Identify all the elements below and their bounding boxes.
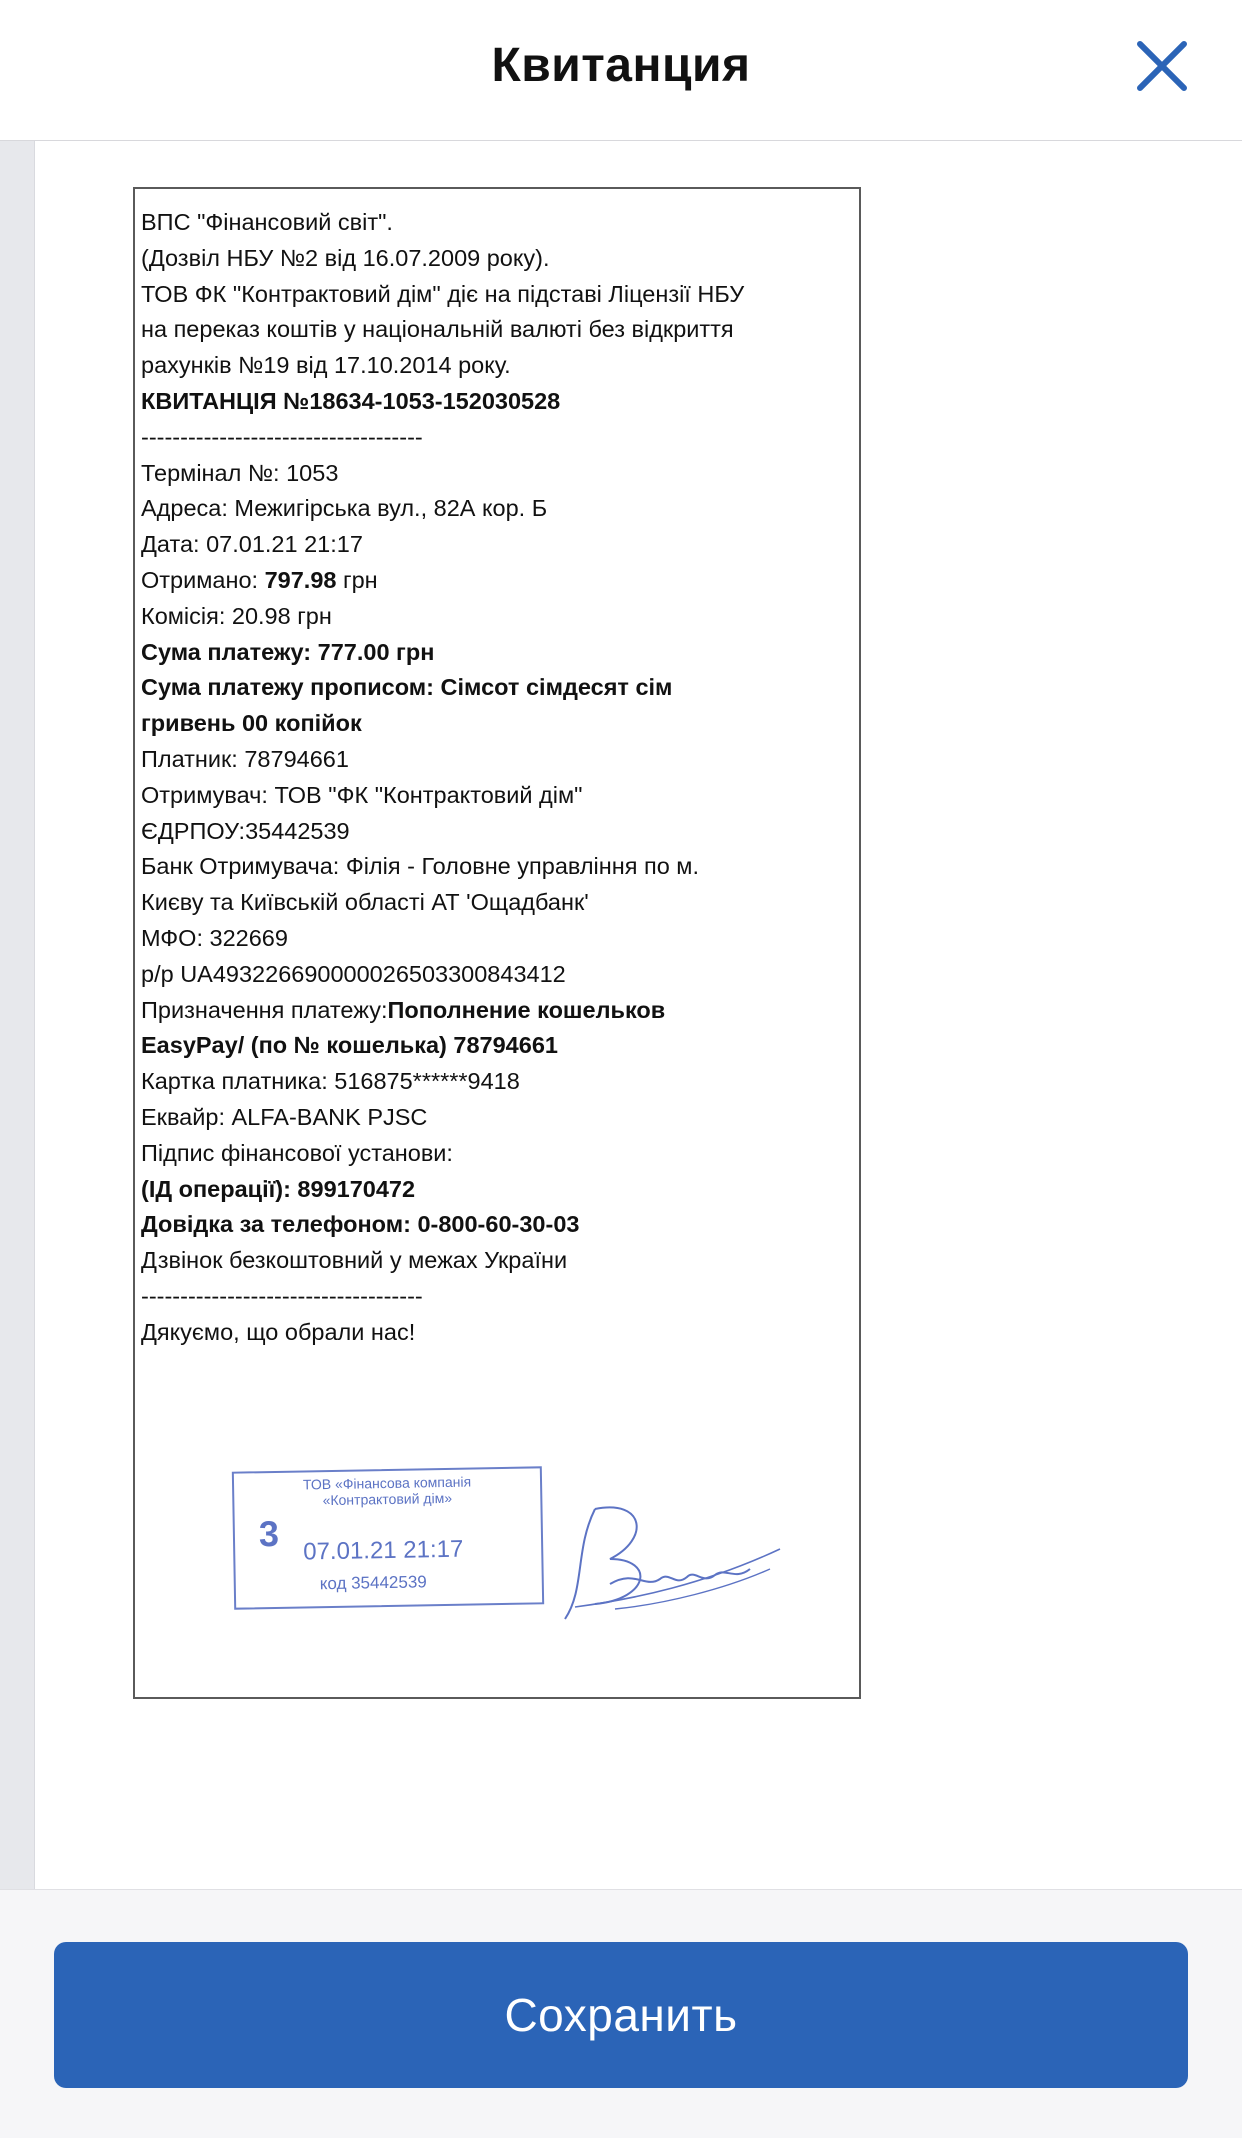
receipt-acquirer: Еквайр: ALFA-BANK PJSC: [141, 1103, 428, 1130]
receipt-card: Картка платника: 516875******9418: [141, 1068, 520, 1095]
receipt-mfo: МФО: 322669: [141, 924, 288, 951]
operation-id-text: (ІД операції): 899170472: [141, 1175, 416, 1202]
receipt-number: [141, 384, 856, 420]
receipt-thanks: Дякуємо, що обрали нас!: [141, 1318, 416, 1345]
payment-words-text-2: гривень 00 копійок: [141, 710, 362, 737]
purpose-value-1: Пополнение кошельков: [387, 996, 666, 1023]
header-bar: [0, 0, 1242, 141]
receipt-payment-words: [141, 670, 856, 706]
stamp-org-line: «Контрактовий дім»: [322, 1489, 453, 1509]
receipt-operation-id: [141, 1172, 856, 1208]
received-amount: 797.98: [264, 566, 337, 593]
receipt-free-call: Дзвінок безкоштовний у межах України: [141, 1247, 568, 1274]
purpose-label: Призначення платежу:: [141, 996, 388, 1023]
receipt-edrpou: ЄДРПОУ:35442539: [141, 817, 350, 844]
payment-words-text-1: Сума платежу прописом: Сімсот сімдесят сім: [141, 674, 673, 701]
receipt-number-text: КВИТАНЦІЯ №18634-1053-152030528: [141, 387, 561, 414]
purpose-value-2: EasyPay/ (по № кошелька) 78794661: [141, 1032, 558, 1059]
receipt-bank: Банк Отримувача: Філія - Головне управління по м.: [141, 853, 699, 880]
receipt-bank: Києву та Київській області АТ 'Ощадбанк': [141, 889, 589, 916]
receipt-line: на переказ коштів у національній валюті без відкриття: [141, 316, 734, 343]
receipt-viewer[interactable]: [0, 141, 1242, 1889]
stamp-datetime: 07.01.21 21:17: [302, 1535, 464, 1566]
receipt-recipient: Отримувач: ТОВ "ФК "Контрактовий дім": [141, 781, 583, 808]
receipt-date: Дата: 07.01.21 21:17: [141, 531, 363, 558]
receipt-payer: Платник: 78794661: [141, 745, 349, 772]
page-title: Квитанция: [491, 39, 751, 92]
company-stamp: [232, 1466, 544, 1609]
receipt-received: [141, 563, 856, 599]
receipt-document: [133, 187, 861, 1699]
receipt-address: Адреса: Межигірська вул., 82А кор. Б: [141, 495, 548, 522]
receipt-payment-sum: [141, 635, 856, 671]
close-button[interactable]: [1132, 36, 1192, 96]
receipt-account: р/р UA493226690000026503300843412: [141, 960, 566, 987]
viewer-left-rail: [0, 141, 35, 1889]
received-currency: грн: [336, 566, 378, 593]
stamp-number: 3: [258, 1512, 280, 1555]
payment-sum-text: Сума платежу: 777.00 грн: [141, 638, 435, 665]
receipt-text: [141, 205, 856, 1351]
save-button[interactable]: Сохранить: [54, 1942, 1188, 2088]
stamp-code: код 35442539: [319, 1572, 427, 1594]
receipt-payment-words: [141, 706, 856, 742]
receipt-signature-label: Підпис фінансової установи:: [141, 1139, 453, 1166]
receipt-purpose: [141, 1028, 856, 1064]
receipt-line: ТОВ ФК "Контрактовий дім" діє на підставі Ліцензії НБУ: [141, 280, 745, 307]
stamp-org: [234, 1472, 541, 1509]
receipt-line: (Дозвіл НБУ №2 від 16.07.2009 року).: [141, 244, 550, 271]
receipt-purpose: [141, 993, 856, 1029]
receipt-separator: ------------------------------------: [141, 1282, 423, 1309]
receipt-terminal: Термінал №: 1053: [141, 459, 339, 486]
receipt-line: рахунків №19 від 17.10.2014 року.: [141, 352, 511, 379]
close-icon: [1132, 36, 1192, 96]
receipt-separator: ------------------------------------: [141, 423, 423, 450]
receipt-commission: Комісія: 20.98 грн: [141, 602, 332, 629]
receipt-help-phone: [141, 1207, 856, 1243]
receipt-line: ВПС "Фінансовий світ".: [141, 209, 393, 235]
help-phone-text: Довідка за телефоном: 0-800-60-30-03: [141, 1211, 580, 1238]
bottom-bar: [0, 1889, 1242, 2138]
received-label: Отримано:: [141, 566, 265, 593]
stamp-org-line: ТОВ «Фінансова компанія: [302, 1473, 472, 1493]
signature-icon: [555, 1489, 785, 1629]
